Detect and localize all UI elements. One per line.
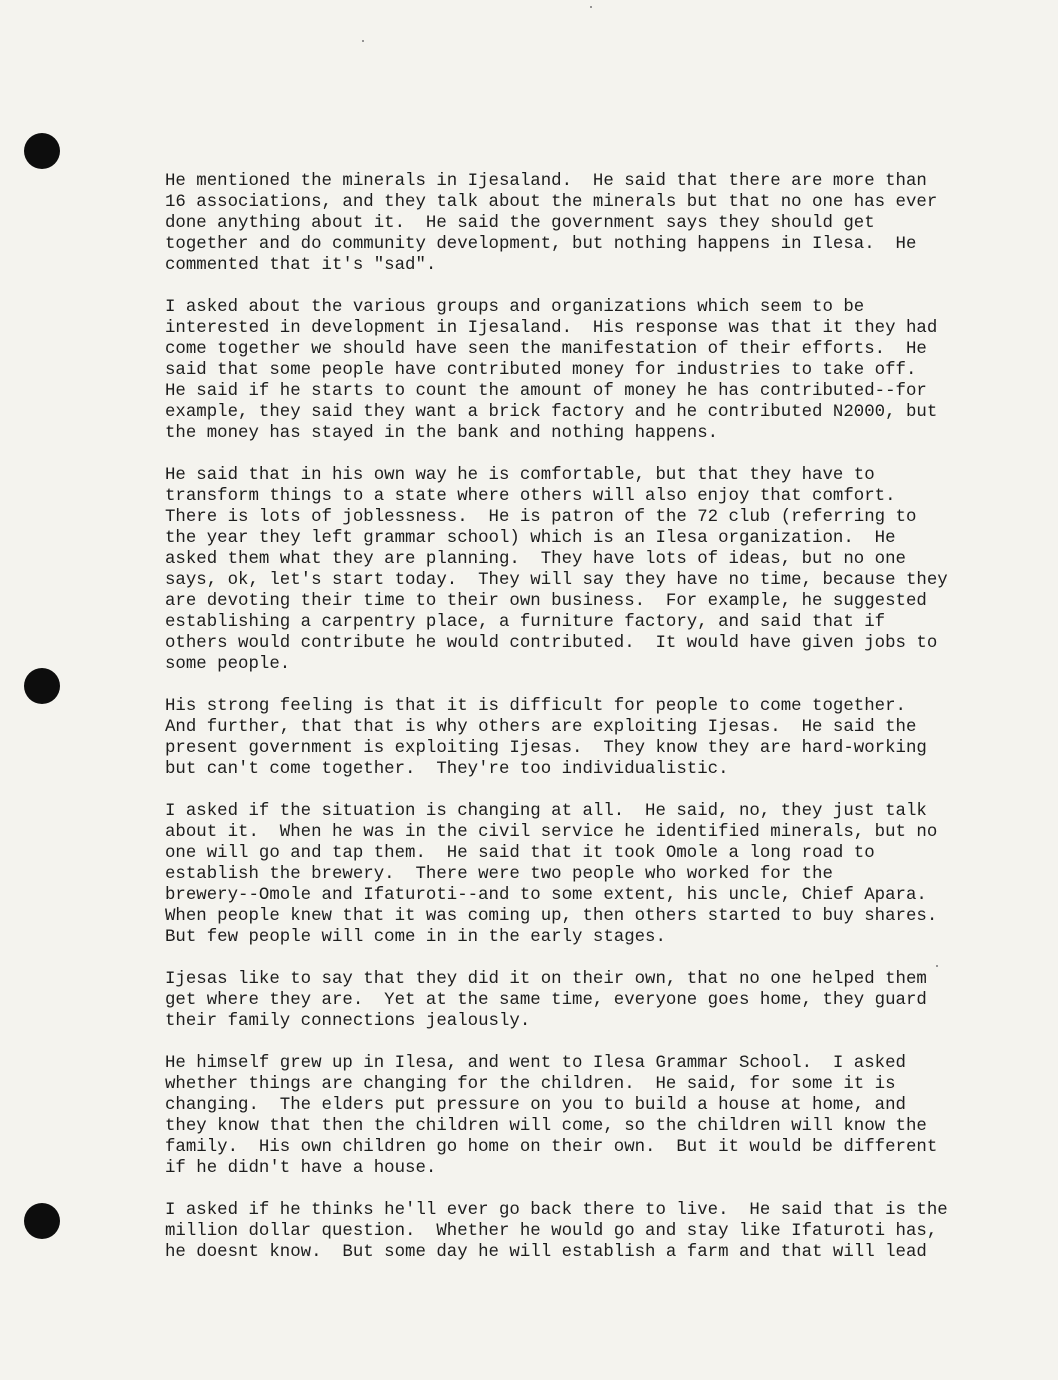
text-line: done anything about it. He said the government says they should get: [165, 214, 875, 233]
paragraph: [165, 297, 965, 444]
text-line: he doesnt know. But some day he will establish a farm and that will lead: [165, 1243, 927, 1262]
text-line: whether things are changing for the children. He said, for some it is: [165, 1075, 896, 1094]
text-line: He mentioned the minerals in Ijesaland. He said that there are more than: [165, 172, 927, 191]
text-line: changing. The elders put pressure on you to build a house at home, and: [165, 1096, 906, 1115]
text-line: million dollar question. Whether he would go and stay like Ifaturoti has,: [165, 1222, 938, 1241]
text-line: I asked if the situation is changing at all. He said, no, they just talk: [165, 802, 927, 821]
text-line: brewery--Omole and Ifaturoti--and to some extent, his uncle, Chief Apara.: [165, 886, 927, 905]
text-line: commented that it's "sad".: [165, 256, 437, 275]
text-line: asked them what they are planning. They have lots of ideas, but no one: [165, 550, 906, 569]
text-line: There is lots of joblessness. He is patron of the 72 club (referring to: [165, 508, 917, 527]
text-line: together and do community development, but nothing happens in Ilesa. He: [165, 235, 917, 254]
paper-speck: [590, 6, 592, 8]
text-line: His strong feeling is that it is difficult for people to come together.: [165, 697, 906, 716]
text-line: get where they are. Yet at the same time, everyone goes home, they guard: [165, 991, 927, 1010]
text-line: says, ok, let's start today. They will say they have no time, because they: [165, 571, 948, 590]
text-line: 16 associations, and they talk about the minerals but that no one has ever: [165, 193, 938, 212]
text-line: if he didn't have a house.: [165, 1159, 437, 1178]
text-line: said that some people have contributed money for industries to take off.: [165, 361, 917, 380]
text-line: He said if he starts to count the amount of money he has contributed--for: [165, 382, 927, 401]
text-line: And further, that that is why others are exploiting Ijesas. He said the: [165, 718, 917, 737]
text-line: example, they said they want a brick factory and he contributed N2000, but: [165, 403, 938, 422]
paragraph: [165, 465, 965, 675]
text-line: He himself grew up in Ilesa, and went to Ilesa Grammar School. I asked: [165, 1054, 906, 1073]
text-line: their family connections jealously.: [165, 1012, 531, 1031]
text-line: they know that then the children will come, so the children will know the: [165, 1117, 927, 1136]
text-line: about it. When he was in the civil service he identified minerals, but no: [165, 823, 938, 842]
text-line: one will go and tap them. He said that it took Omole a long road to: [165, 844, 875, 863]
document-body: [165, 171, 965, 1284]
paper-speck: [362, 40, 364, 42]
punch-hole-middle: [24, 668, 60, 704]
text-line: the year they left grammar school) which is an Ilesa organization. He: [165, 529, 896, 548]
punch-hole-bottom: [24, 1203, 60, 1239]
text-line: the money has stayed in the bank and nothing happens.: [165, 424, 719, 443]
text-line: But few people will come in in the early stages.: [165, 928, 666, 947]
paragraph: [165, 1200, 965, 1263]
paragraph: [165, 969, 965, 1032]
text-line: are devoting their time to their own business. For example, he suggested: [165, 592, 927, 611]
paragraph: [165, 801, 965, 948]
text-line: When people knew that it was coming up, then others started to buy shares.: [165, 907, 938, 926]
text-line: present government is exploiting Ijesas. They know they are hard-working: [165, 739, 927, 758]
text-line: family. His own children go home on their own. But it would be different: [165, 1138, 938, 1157]
text-line: establishing a carpentry place, a furniture factory, and said that if: [165, 613, 886, 632]
text-line: transform things to a state where others will also enjoy that comfort.: [165, 487, 896, 506]
text-line: interested in development in Ijesaland. His response was that it they had: [165, 319, 938, 338]
text-line: He said that in his own way he is comfortable, but that they have to: [165, 466, 875, 485]
paragraph: [165, 171, 965, 276]
text-line: but can't come together. They're too individualistic.: [165, 760, 729, 779]
text-line: I asked if he thinks he'll ever go back there to live. He said that is the: [165, 1201, 948, 1220]
text-line: establish the brewery. There were two people who worked for the: [165, 865, 833, 884]
text-line: I asked about the various groups and organizations which seem to be: [165, 298, 865, 317]
text-line: come together we should have seen the manifestation of their efforts. He: [165, 340, 927, 359]
punch-hole-top: [24, 133, 60, 169]
paragraph: [165, 1053, 965, 1179]
text-line: Ijesas like to say that they did it on their own, that no one helped them: [165, 970, 927, 989]
paragraph: [165, 696, 965, 780]
text-line: others would contribute he would contributed. It would have given jobs to: [165, 634, 938, 653]
text-line: some people.: [165, 655, 291, 674]
